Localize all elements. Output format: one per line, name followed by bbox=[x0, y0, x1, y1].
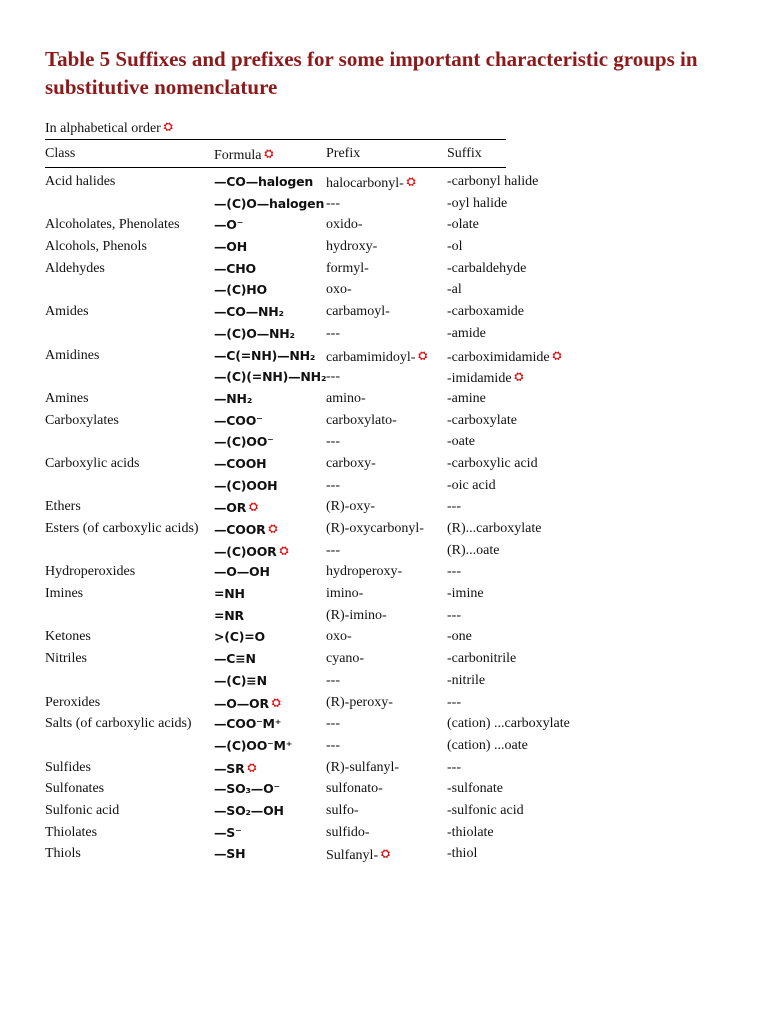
table-row bbox=[0, 281, 768, 303]
reference-mark-icon[interactable]: ⛭ bbox=[406, 175, 416, 188]
suffix-cell bbox=[447, 325, 486, 343]
prefix-cell bbox=[326, 715, 340, 733]
prefix-cell bbox=[326, 390, 366, 408]
suffix-text: --- bbox=[447, 759, 461, 775]
suffix-text: -sulfonic acid bbox=[447, 802, 524, 818]
prefix-cell bbox=[326, 607, 387, 625]
suffix-text: -imine bbox=[447, 586, 484, 602]
prefix-text: (R)-oxycarbonyl- bbox=[326, 521, 424, 536]
prefix-cell bbox=[326, 498, 375, 516]
formula-text: —O—OH bbox=[214, 564, 270, 580]
prefix-text: sulfido- bbox=[326, 824, 370, 840]
class-text: Acid halides bbox=[45, 174, 116, 189]
suffix-cell bbox=[447, 195, 507, 213]
formula-cell bbox=[214, 780, 280, 798]
prefix-text: carboxy- bbox=[326, 455, 376, 471]
suffix-text: -carboxylic acid bbox=[447, 455, 538, 471]
formula-cell bbox=[214, 802, 284, 820]
prefix-text: --- bbox=[326, 477, 340, 493]
suffix-cell bbox=[447, 477, 496, 495]
formula-text: —COO⁻M⁺ bbox=[214, 716, 282, 732]
class-text: Carboxylic acids bbox=[45, 455, 140, 471]
class-cell bbox=[45, 238, 147, 256]
suffix-text: -sulfonate bbox=[447, 781, 503, 797]
class-text: Ketones bbox=[45, 629, 91, 645]
formula-cell bbox=[214, 368, 326, 386]
class-text: Ethers bbox=[45, 499, 81, 515]
suffix-text: -oate bbox=[447, 434, 475, 450]
table-row bbox=[0, 347, 768, 369]
header-prefix: Prefix bbox=[326, 146, 361, 161]
suffix-cell bbox=[447, 542, 499, 560]
class-text: Amines bbox=[45, 390, 89, 406]
suffix-text: -carboxylate bbox=[447, 412, 517, 428]
prefix-text: --- bbox=[326, 195, 340, 211]
class-text: Thiolates bbox=[45, 824, 98, 840]
prefix-cell bbox=[326, 672, 340, 690]
prefix-text: carbamoyl- bbox=[326, 304, 390, 320]
suffix-text: -ol bbox=[447, 239, 463, 255]
prefix-text: formyl- bbox=[326, 260, 369, 276]
formula-cell bbox=[214, 173, 313, 191]
formula-cell bbox=[214, 325, 295, 343]
prefix-text: --- bbox=[326, 434, 340, 450]
table-row bbox=[0, 173, 768, 195]
formula-cell bbox=[214, 759, 256, 778]
suffix-cell bbox=[447, 563, 461, 581]
class-text: Aldehydes bbox=[45, 260, 105, 276]
class-text: Amides bbox=[45, 304, 89, 320]
class-text: Imines bbox=[45, 586, 84, 602]
suffix-cell bbox=[447, 845, 477, 863]
suffix-cell bbox=[447, 347, 561, 367]
formula-text: —SH bbox=[214, 846, 246, 862]
suffix-cell bbox=[447, 780, 503, 798]
formula-cell bbox=[214, 607, 244, 625]
table-subtitle bbox=[45, 118, 173, 138]
prefix-cell bbox=[326, 824, 370, 842]
suffix-cell bbox=[447, 650, 516, 668]
suffix-cell bbox=[447, 715, 570, 733]
class-cell bbox=[45, 216, 180, 234]
class-cell bbox=[45, 715, 192, 733]
prefix-text: --- bbox=[326, 369, 340, 385]
class-text: Amidines bbox=[45, 347, 100, 363]
formula-text: —OR bbox=[214, 500, 247, 516]
reference-mark-icon[interactable]: ⛭ bbox=[418, 348, 428, 362]
prefix-cell bbox=[326, 368, 340, 386]
table-row bbox=[0, 498, 768, 520]
suffix-text: --- bbox=[447, 499, 461, 515]
class-cell bbox=[45, 780, 104, 798]
class-text: Sulfonic acid bbox=[45, 802, 120, 818]
reference-mark-icon[interactable]: ⛭ bbox=[514, 370, 524, 384]
formula-cell bbox=[214, 455, 266, 473]
prefix-text: Sulfanyl- bbox=[326, 848, 379, 864]
formula-cell bbox=[214, 824, 242, 842]
table-top-rule bbox=[45, 139, 506, 140]
table-body bbox=[0, 173, 768, 867]
prefix-text: (R)-imino- bbox=[326, 607, 387, 623]
table-row bbox=[0, 325, 768, 347]
prefix-cell bbox=[326, 216, 363, 234]
suffix-cell bbox=[447, 173, 538, 191]
table-row bbox=[0, 477, 768, 499]
formula-cell bbox=[214, 694, 281, 713]
suffix-cell bbox=[447, 520, 541, 538]
table-header-rule bbox=[45, 167, 506, 168]
prefix-text: sulfo- bbox=[326, 802, 359, 818]
reference-mark-icon[interactable]: ⛭ bbox=[163, 120, 173, 133]
formula-text: —(C)O—NH₂ bbox=[214, 325, 295, 341]
class-cell bbox=[45, 694, 100, 712]
table-row bbox=[0, 737, 768, 759]
suffix-cell bbox=[447, 759, 461, 777]
table-row bbox=[0, 563, 768, 585]
suffix-text: -imidamide bbox=[447, 371, 512, 387]
class-text: Peroxides bbox=[45, 694, 101, 710]
suffix-text: --- bbox=[447, 607, 461, 623]
suffix-text: -al bbox=[447, 282, 462, 298]
formula-text: —(C)OO⁻M⁺ bbox=[214, 737, 293, 753]
formula-cell bbox=[214, 195, 324, 213]
prefix-text: --- bbox=[326, 325, 340, 341]
prefix-text: halocarbonyl- bbox=[326, 176, 404, 191]
formula-text: —SO₂—OH bbox=[214, 802, 284, 818]
table-row bbox=[0, 238, 768, 260]
formula-text: —(C)OOH bbox=[214, 477, 278, 493]
table-row bbox=[0, 390, 768, 412]
suffix-cell bbox=[447, 737, 528, 755]
prefix-cell bbox=[326, 455, 376, 473]
class-text: Carboxylates bbox=[45, 412, 119, 428]
table-row bbox=[0, 585, 768, 607]
prefix-text: cyano- bbox=[326, 651, 365, 667]
formula-text: —CHO bbox=[214, 260, 256, 276]
suffix-text: --- bbox=[447, 694, 461, 710]
suffix-text: -one bbox=[447, 629, 472, 645]
suffix-cell bbox=[447, 216, 479, 234]
formula-cell bbox=[214, 520, 277, 539]
reference-mark-icon[interactable]: ⛭ bbox=[552, 348, 562, 362]
table-row bbox=[0, 715, 768, 737]
formula-cell bbox=[214, 650, 256, 668]
suffix-text: -amine bbox=[447, 390, 486, 406]
prefix-cell bbox=[326, 303, 390, 321]
formula-text: >(C)=O bbox=[214, 629, 265, 645]
prefix-text: (R)-oxy- bbox=[326, 499, 375, 515]
formula-cell bbox=[214, 563, 270, 581]
reference-mark-icon[interactable]: ⛭ bbox=[264, 147, 274, 160]
class-cell bbox=[45, 628, 91, 646]
prefix-text: (R)-peroxy- bbox=[326, 694, 393, 710]
reference-mark-icon[interactable]: ⛭ bbox=[381, 847, 390, 861]
class-cell bbox=[45, 390, 89, 408]
formula-text: —O⁻ bbox=[214, 217, 244, 233]
class-cell bbox=[45, 520, 199, 538]
suffix-text: -carboxamide bbox=[447, 304, 524, 320]
table-row bbox=[0, 845, 768, 867]
prefix-text: sulfonato- bbox=[326, 781, 383, 797]
prefix-text: imino- bbox=[326, 586, 364, 602]
class-cell bbox=[45, 173, 115, 191]
formula-text: —(C)OO⁻ bbox=[214, 434, 274, 450]
formula-text: —SO₃—O⁻ bbox=[214, 781, 280, 797]
class-cell bbox=[45, 802, 119, 820]
table-row bbox=[0, 195, 768, 217]
suffix-cell bbox=[447, 498, 461, 516]
table-row bbox=[0, 824, 768, 846]
prefix-text: hydroxy- bbox=[326, 239, 378, 255]
prefix-cell bbox=[326, 759, 399, 777]
header-class: Class bbox=[45, 146, 76, 161]
formula-text: —O—OR bbox=[214, 695, 269, 711]
suffix-cell bbox=[447, 238, 463, 256]
suffix-cell bbox=[447, 824, 494, 842]
formula-text: —(C)(=NH)—NH₂ bbox=[214, 369, 327, 385]
prefix-cell bbox=[326, 737, 340, 755]
prefix-text: hydroperoxy- bbox=[326, 564, 403, 580]
formula-cell bbox=[214, 412, 263, 430]
suffix-cell bbox=[447, 628, 472, 646]
formula-text: =NH bbox=[214, 586, 245, 602]
formula-cell bbox=[214, 542, 288, 561]
class-text: Salts (of carboxylic acids) bbox=[45, 716, 192, 732]
prefix-text: --- bbox=[326, 716, 340, 732]
formula-cell bbox=[214, 585, 245, 603]
class-text: Alcohols, Phenols bbox=[45, 239, 147, 255]
prefix-cell bbox=[326, 694, 393, 712]
prefix-cell bbox=[326, 780, 383, 798]
class-cell bbox=[45, 650, 87, 668]
formula-cell bbox=[214, 433, 274, 451]
formula-text: =NR bbox=[214, 607, 244, 623]
class-cell bbox=[45, 455, 139, 473]
page-title: Table 5 Suffixes and prefixes for some important characteristic groups in substitutive nomenclature bbox=[45, 47, 698, 99]
table-row bbox=[0, 780, 768, 802]
class-text: Esters (of carboxylic acids) bbox=[45, 521, 199, 536]
table-row bbox=[0, 802, 768, 824]
suffix-text: (cation) ...oate bbox=[447, 737, 528, 753]
header-formula-label: Formula bbox=[214, 148, 262, 163]
suffix-text: -olate bbox=[447, 217, 479, 233]
formula-text: —(C)OOR bbox=[214, 543, 277, 559]
prefix-cell bbox=[326, 802, 359, 820]
formula-text: —OH bbox=[214, 239, 247, 255]
prefix-text: carboxylato- bbox=[326, 412, 397, 428]
table-row bbox=[0, 672, 768, 694]
suffix-text: -carbonyl halide bbox=[447, 174, 539, 189]
suffix-text: (R)...carboxylate bbox=[447, 521, 542, 536]
reference-mark-icon[interactable]: ⛭ bbox=[268, 522, 278, 535]
table-row bbox=[0, 368, 768, 390]
table-row bbox=[0, 433, 768, 455]
prefix-cell bbox=[326, 238, 377, 256]
formula-cell bbox=[214, 672, 267, 690]
table-row bbox=[0, 650, 768, 672]
class-cell bbox=[45, 563, 135, 581]
suffix-cell bbox=[447, 390, 486, 408]
prefix-text: oxido- bbox=[326, 217, 363, 233]
suffix-text: -thiol bbox=[447, 846, 478, 862]
suffix-cell bbox=[447, 607, 461, 625]
table-row bbox=[0, 303, 768, 325]
prefix-cell bbox=[326, 628, 352, 646]
suffix-cell bbox=[447, 802, 524, 820]
suffix-text: (cation) ...carboxylate bbox=[447, 716, 570, 732]
reference-mark-icon[interactable]: ⛭ bbox=[249, 500, 258, 514]
formula-cell bbox=[214, 281, 267, 299]
suffix-text: -amide bbox=[447, 325, 486, 341]
prefix-text: amino- bbox=[326, 390, 366, 406]
formula-text: —C(=NH)—NH₂ bbox=[214, 347, 316, 363]
prefix-text: (R)-sulfanyl- bbox=[326, 759, 400, 775]
formula-cell bbox=[214, 303, 284, 321]
formula-text: —NH₂ bbox=[214, 390, 253, 406]
class-text: Sulfonates bbox=[45, 781, 105, 797]
table-row bbox=[0, 455, 768, 477]
class-cell bbox=[45, 303, 89, 321]
formula-text: —SR bbox=[214, 760, 245, 776]
suffix-cell bbox=[447, 433, 475, 451]
class-cell bbox=[45, 845, 81, 863]
suffix-cell bbox=[447, 412, 517, 430]
suffix-text: -carboximidamide bbox=[447, 349, 550, 365]
class-cell bbox=[45, 759, 91, 777]
table-row bbox=[0, 542, 768, 564]
table-row bbox=[0, 607, 768, 629]
table-row bbox=[0, 520, 768, 542]
table-row bbox=[0, 412, 768, 434]
formula-cell bbox=[214, 238, 247, 256]
formula-text: —(C)HO bbox=[214, 282, 267, 298]
suffix-text: --- bbox=[447, 564, 461, 580]
formula-text: —COO⁻ bbox=[214, 412, 263, 428]
prefix-cell bbox=[326, 260, 369, 278]
suffix-text: -carbaldehyde bbox=[447, 260, 527, 276]
class-text: Sulfides bbox=[45, 759, 91, 775]
class-cell bbox=[45, 412, 119, 430]
formula-text: —COOH bbox=[214, 455, 267, 471]
formula-cell bbox=[214, 347, 315, 365]
formula-cell bbox=[214, 260, 256, 278]
prefix-text: --- bbox=[326, 737, 340, 753]
class-cell bbox=[45, 347, 99, 365]
formula-cell bbox=[214, 477, 277, 495]
suffix-cell bbox=[447, 281, 462, 299]
prefix-cell bbox=[326, 325, 340, 343]
suffix-cell bbox=[447, 303, 524, 321]
subtitle-text: In alphabetical order bbox=[45, 121, 161, 136]
prefix-text: carbamimidoyl- bbox=[326, 349, 416, 365]
prefix-cell bbox=[326, 412, 397, 430]
formula-text: —C≡N bbox=[214, 651, 256, 667]
class-text: Hydroperoxides bbox=[45, 564, 136, 580]
header-suffix: Suffix bbox=[447, 146, 482, 161]
suffix-cell bbox=[447, 585, 484, 603]
prefix-text: --- bbox=[326, 672, 340, 688]
suffix-text: -oic acid bbox=[447, 477, 496, 493]
suffix-text: -oyl halide bbox=[447, 195, 508, 211]
class-cell bbox=[45, 824, 97, 842]
suffix-text: (R)...oate bbox=[447, 542, 500, 558]
suffix-cell bbox=[447, 455, 538, 473]
formula-cell bbox=[214, 737, 292, 755]
suffix-text: -carbonitrile bbox=[447, 651, 517, 667]
formula-text: —CO—halogen bbox=[214, 174, 314, 189]
formula-text: —COOR bbox=[214, 522, 266, 537]
class-text: Thiols bbox=[45, 846, 81, 862]
suffix-text: -thiolate bbox=[447, 824, 494, 840]
prefix-cell bbox=[326, 520, 424, 538]
prefix-text: --- bbox=[326, 542, 340, 558]
reference-mark-icon[interactable]: ⛭ bbox=[247, 760, 257, 774]
prefix-cell bbox=[326, 542, 340, 560]
suffix-text: -nitrile bbox=[447, 672, 486, 688]
class-cell bbox=[45, 585, 83, 603]
reference-mark-icon[interactable]: ⛭ bbox=[279, 543, 289, 557]
table-row bbox=[0, 260, 768, 282]
table-row bbox=[0, 759, 768, 781]
table-row bbox=[0, 216, 768, 238]
formula-cell bbox=[214, 845, 245, 863]
formula-text: —(C)≡N bbox=[214, 672, 267, 688]
formula-cell bbox=[214, 628, 265, 646]
prefix-cell bbox=[326, 173, 416, 193]
formula-text: —(C)O—halogen bbox=[214, 195, 325, 211]
prefix-cell bbox=[326, 195, 340, 213]
class-cell bbox=[45, 260, 105, 278]
formula-cell bbox=[214, 390, 252, 408]
prefix-cell bbox=[326, 477, 340, 495]
table-row bbox=[0, 694, 768, 716]
reference-mark-icon[interactable]: ⛭ bbox=[271, 695, 281, 709]
class-text: Nitriles bbox=[45, 651, 87, 667]
suffix-cell bbox=[447, 672, 485, 690]
formula-cell bbox=[214, 498, 258, 517]
prefix-cell bbox=[326, 281, 352, 299]
class-text: Alcoholates, Phenolates bbox=[45, 217, 180, 233]
prefix-cell bbox=[326, 585, 363, 603]
prefix-text: oxo- bbox=[326, 629, 352, 645]
prefix-text: oxo- bbox=[326, 282, 352, 298]
prefix-cell bbox=[326, 347, 427, 367]
prefix-cell bbox=[326, 845, 390, 865]
prefix-cell bbox=[326, 563, 402, 581]
formula-cell bbox=[214, 216, 243, 234]
formula-text: —CO—NH₂ bbox=[214, 304, 284, 320]
suffix-cell bbox=[447, 368, 523, 388]
suffix-cell bbox=[447, 260, 526, 278]
formula-text: —S⁻ bbox=[214, 824, 242, 840]
prefix-cell bbox=[326, 650, 364, 668]
header-formula bbox=[214, 145, 273, 165]
table-row bbox=[0, 628, 768, 650]
suffix-cell bbox=[447, 694, 461, 712]
class-cell bbox=[45, 498, 81, 516]
prefix-cell bbox=[326, 433, 340, 451]
formula-cell bbox=[214, 715, 281, 733]
